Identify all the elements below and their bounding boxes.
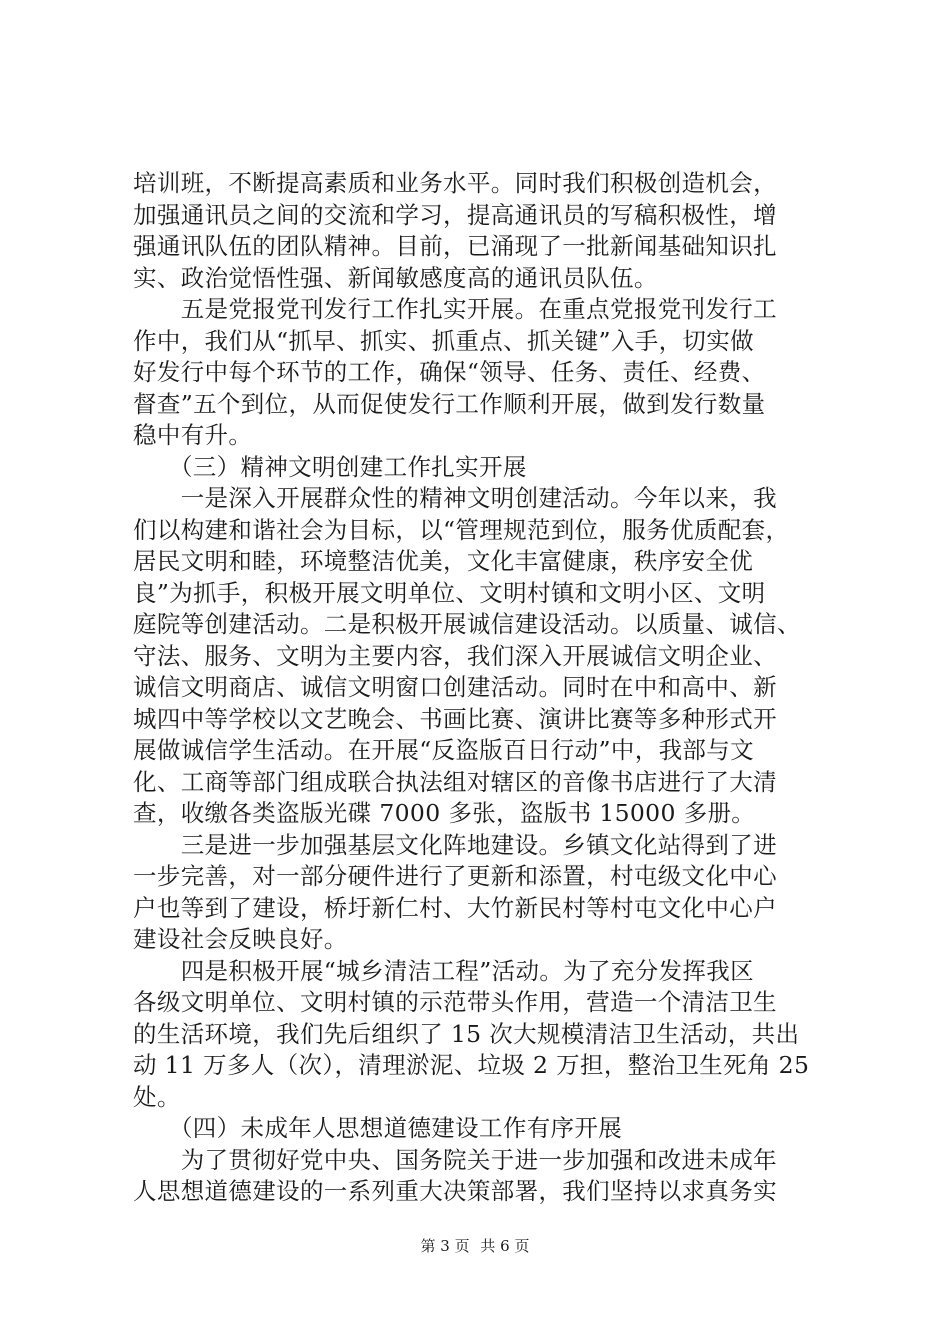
- text-line: 实、政治觉悟性强、新闻敏感度高的通讯员队伍。: [133, 263, 658, 292]
- text-line: 培训班，不断提高素质和业务水平。同时我们积极创造机会，: [133, 169, 777, 197]
- page-footer: [0, 1236, 950, 1256]
- text-line: 人思想道德建设的一系列重大决策部署，我们坚持以求真务实: [133, 1177, 777, 1205]
- text-line: 动 11 万多人（次），清理淤泥、垃圾 2 万担，整治卫生死角 25: [133, 1051, 810, 1079]
- page-number: 第 3 页: [420, 1237, 470, 1255]
- text-line: 的生活环境，我们先后组织了 15 次大规模清洁卫生活动，共出: [133, 1019, 800, 1048]
- text-line: 四是积极开展“城乡清洁工程”活动。为了充分发挥我区: [133, 956, 754, 985]
- text-line: 们以构建和谐社会为目标，以“管理规范到位，服务优质配套，: [133, 515, 790, 544]
- text-line: 建设社会反映良好。: [133, 925, 348, 953]
- text-line: 一是深入开展群众性的精神文明创建活动。今年以来，我: [133, 484, 777, 512]
- text-line: 作中，我们从“抓早、抓实、抓重点、抓关键”入手，切实做: [133, 326, 754, 355]
- text-line: 良”为抓手，积极开展文明单位、文明村镇和文明小区、文明: [133, 578, 766, 607]
- text-line: （三）精神文明创建工作扎实开展: [133, 452, 527, 481]
- text-line: 一步完善，对一部分硬件进行了更新和添置，村屯级文化中心: [133, 862, 777, 890]
- text-line: 展做诚信学生活动。在开展“反盗版百日行动”中，我部与文: [133, 736, 754, 764]
- text-line: 化、工商等部门组成联合执法组对辖区的音像书店进行了大清: [133, 767, 777, 796]
- text-line: 督查”五个到位，从而促使发行工作顺利开展，做到发行数量: [133, 389, 766, 418]
- text-line: 诚信文明商店、诚信文明窗口创建活动。同时在中和高中、新: [133, 673, 777, 701]
- text-line: （四）未成年人思想道德建设工作有序开展: [133, 1114, 623, 1142]
- page-total: 共 6 页: [480, 1237, 530, 1255]
- text-line: 查，收缴各类盗版光碟 7000 多张，盗版书 15000 多册。: [133, 799, 756, 827]
- text-line: 加强通讯员之间的交流和学习，提高通讯员的写稿积极性，增: [133, 200, 777, 229]
- text-line: 为了贯彻好党中央、国务院关于进一步加强和改进未成年: [133, 1145, 777, 1174]
- body-text: [133, 168, 833, 1208]
- text-line: 处。: [133, 1082, 181, 1111]
- text-line: 好发行中每个环节的工作，确保“领导、任务、责任、经费、: [133, 358, 766, 386]
- text-line: 居民文明和睦，环境整洁优美，文化丰富健康，秩序安全优: [133, 547, 754, 575]
- text-line: 五是党报党刊发行工作扎实开展。在重点党报党刊发行工: [133, 295, 777, 323]
- text-line: 各级文明单位、文明村镇的示范带头作用，营造一个清洁卫生: [133, 988, 777, 1016]
- text-line: 庭院等创建活动。二是积极开展诚信建设活动。以质量、诚信、: [133, 610, 801, 638]
- text-line: 三是进一步加强基层文化阵地建设。乡镇文化站得到了进: [133, 830, 777, 859]
- text-line: 户也等到了建设，桥圩新仁村、大竹新民村等村屯文化中心户: [133, 893, 777, 922]
- text-line: 城四中等学校以文艺晚会、书画比赛、演讲比赛等多种形式开: [133, 704, 777, 733]
- text-line: 强通讯队伍的团队精神。目前，已涌现了一批新闻基础知识扎: [133, 232, 777, 260]
- text-line: 稳中有升。: [133, 421, 253, 449]
- text-line: 守法、服务、文明为主要内容，我们深入开展诚信文明企业、: [133, 641, 777, 670]
